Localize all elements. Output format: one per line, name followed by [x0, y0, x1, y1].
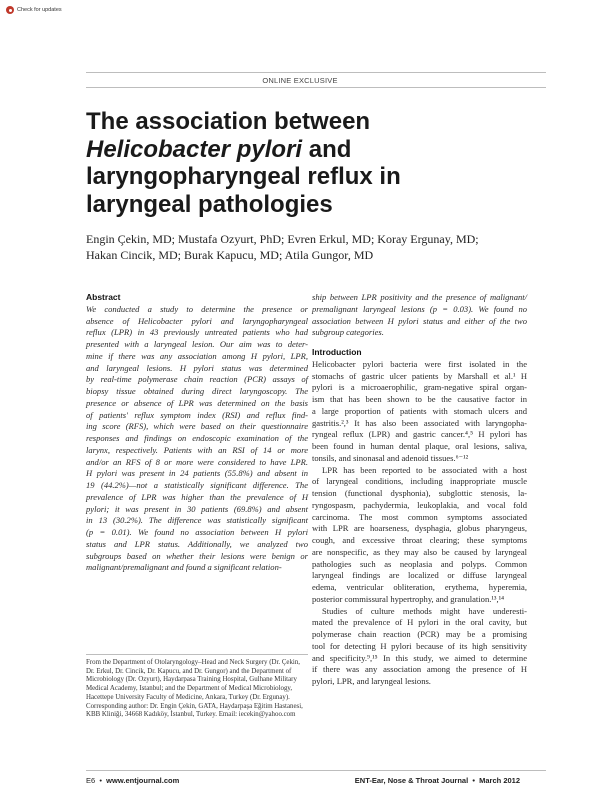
footer-bullet-2: • — [470, 776, 478, 785]
title-line-4: laryngeal pathologies — [86, 190, 333, 218]
intro-line: cough, and excessive throat clearing; these symptoms — [312, 535, 527, 545]
abstract-heading: Abstract — [86, 292, 121, 302]
abstract-line: and/or an RFS of 8 or more were considered to have LPR. — [86, 456, 308, 467]
intro-line: ism that has been shown to be the causative factor in — [312, 394, 527, 404]
intro-line: been found in human dental plaque, oral lesions, saliva, — [312, 441, 527, 451]
intro-line: are nonspecific, as they may also be caused by laryngeal — [312, 546, 527, 557]
intro-line: pylori is a microaerophilic, gram-negative spiral organ- — [312, 382, 527, 393]
intro-line: tool for detecting H pylori because of its high sensitivity — [312, 640, 527, 651]
abstract-line: mine if there was any association among H pylori, LPR, — [86, 350, 308, 361]
authors-line-2: Hakan Cincik, MD; Burak Kapucu, MD; Atila Gungor, MD — [86, 247, 374, 262]
intro-line: LPR has been reported to be associated with a host — [322, 464, 527, 475]
author-list — [86, 232, 546, 263]
abstract-line: presented with a laryngeal lesion. Our aim was to deter- — [86, 339, 308, 349]
abstract-line: larynx, respectively. Patients with an RSI of 14 or more — [86, 444, 308, 455]
crossmark-icon — [6, 6, 14, 14]
abstract-line: biopsy tissue obtained during direct laryngoscopy. The — [86, 386, 308, 396]
abstract-line: of patients' reflux symptom index (RSI) and reflux find- — [86, 409, 308, 420]
abstract-line: by real-time polymerase chain reaction (PCR) assays of — [86, 374, 308, 385]
badge-label: Check for updates — [17, 7, 62, 13]
top-rule — [86, 72, 546, 73]
journal-name: ENT-Ear, Nose & Throat Journal — [354, 776, 469, 785]
intro-line: polymerase chain reaction (PCR) may be a promising — [312, 629, 527, 639]
abstract-line: H pylori was present in 24 patients (55.8%) and absent in — [86, 468, 308, 479]
intro-line: Helicobacter pylori bacteria were first isolated in the — [312, 358, 527, 369]
intro-line: tonsils, and sinonasal and adenoid tissues.⁶⁻¹² — [312, 452, 469, 463]
abstract-continued — [312, 292, 527, 339]
intro-line: a large proportion of patients with stomach ulcers and — [312, 405, 527, 416]
footnote — [86, 659, 308, 720]
right-column — [312, 292, 527, 688]
authors-line-1: Engin Çekin, MD; Mustafa Ozyurt, PhD; Evren Erkul, MD; Koray Ergunay, MD; — [86, 232, 479, 246]
page-number: E6 — [86, 776, 96, 785]
crossmark-badge[interactable] — [6, 6, 62, 14]
abstract-line: and laryngeal lesions. H pylori status was determined — [86, 362, 308, 373]
intro-line: laryngeal findings are localized or diffuse laryngeal — [312, 570, 527, 581]
introduction-heading: Introduction — [312, 347, 362, 357]
title-line-2-italic: Helicobacter pylori — [86, 135, 303, 163]
left-column — [86, 292, 308, 574]
intro-line: ryngeal reflux (LPR) and gastric cancer.⁴,⁵ H pylori has — [312, 429, 527, 440]
intro-line: edema, ventricular obliteration, erythema, hyperemia, — [312, 582, 527, 592]
abstract-line: (p = 0.01). We found no association between H pylori — [86, 527, 308, 537]
abstract-line: reflux (LPR) in 43 previously untreated patients who had — [86, 327, 308, 338]
intro-line: carcinoma. The most common symptoms associated — [312, 511, 527, 522]
intro-line: and specificity.⁹,¹⁵ In this study, we aimed to determine — [312, 652, 527, 663]
intro-line: pylori, LPR, and laryngeal lesions. — [312, 676, 431, 686]
abstract-line: responses and findings on endoscopic examination of the — [86, 433, 308, 443]
issue-date: March 2012 — [479, 776, 520, 785]
journal-website[interactable]: www.entjournal.com — [106, 776, 180, 785]
abstract-line: subgroup categories. — [312, 327, 384, 338]
abstract-line: ing score (RFS), which were based on their questionnaire — [86, 421, 308, 432]
intro-line: with LPR are hoarseness, dysphagia, globus pharyngeus, — [312, 523, 527, 534]
footnote-rule — [86, 654, 308, 655]
abstract-line: ship between LPR positivity and the presence of malignant/ — [312, 292, 527, 302]
abstract-line: pylori; it was present in 30 patients (69.8%) and absent — [86, 503, 308, 514]
title-line-1: The association between — [86, 108, 371, 135]
section-rule — [86, 87, 546, 88]
intro-line: if there was any association among the presence of H — [312, 664, 527, 675]
intro-line: posterior commissural hypertrophy, and granulation.¹³,¹⁴ — [312, 593, 505, 604]
introduction-body — [312, 359, 527, 688]
abstract-line: premalignant laryngeal lesions (p = 0.03). We found no — [312, 303, 527, 314]
abstract-line: absence of Helicobacter pylori and laryngopharyngeal — [86, 315, 308, 326]
intro-line: of laryngeal conditions, including inappropriate muscle — [312, 476, 527, 487]
article-title — [86, 108, 546, 218]
intro-line: ryngospasm, pachydermia, leukoplakia, and vocal fold — [312, 499, 527, 510]
footnote-affiliation: From the Department of Otolaryngology–Head and Neck Surgery (Dr. Çekin, Dr. Erkul, Dr. Cincik, Dr. Kapucu, and Dr. Gungor) and the Department of Microbiology (Dr. Ozyurt), Haydarpasa Training Hospital, Gulhane Military Medical Academy, Istanbul; and the Department of Medical Microbiology, Hacettepe University Faculty of Medicine, Ankara, Turkey (Dr. Ergunay). — [86, 659, 301, 701]
abstract-line: 19 (44.2%)—not a statistically significant difference. The — [86, 480, 308, 490]
intro-line: tension (functional dysphonia), subglottic stenosis, la- — [312, 488, 527, 498]
intro-line: gastritis.²,³ It has also been associated with laryngopha- — [312, 417, 527, 428]
intro-line: mated the prevalence of H pylori in the oral cavity, but — [312, 617, 527, 628]
abstract-line: malignant/premalignant and found a significant relation- — [86, 562, 282, 573]
title-line-2-rest: and — [302, 135, 352, 163]
abstract-line: subgroups based on whether their lesions were benign or — [86, 550, 308, 561]
abstract-line: prevalence of LPR was higher than the prevalence of H — [86, 491, 308, 502]
abstract-line: association between H pylori status and either of the two — [312, 315, 527, 326]
abstract-body — [86, 304, 308, 574]
intro-line: Studies of culture methods might have underesti- — [322, 605, 527, 616]
abstract-line: We conducted a study to determine the presence or — [86, 303, 308, 314]
section-label: ONLINE EXCLUSIVE — [262, 76, 338, 85]
footer-bullet: • — [97, 776, 105, 785]
intro-line: stomachs of gastric ulcer patients by Marshall et al.¹ H — [312, 370, 527, 381]
abstract-line: in 13 (30.2%). The difference was statistically significant — [86, 515, 308, 526]
abstract-line: status and LPR status. Additionally, we analyzed two — [86, 538, 308, 549]
footnote-correspondence: Corresponding author: Dr. Engin Çekin, GATA, Haydarpaşa Eğitim Hastanesi, KBB Kliniği, 34668 Kadıköy, İstanbul, Turkey. Email: iecekin@yahoo.com — [86, 702, 303, 719]
abstract-line: presence or absence of LPR was determined on the basis — [86, 397, 308, 408]
title-line-3: laryngopharyngeal reflux in — [86, 163, 401, 190]
footer-rule — [86, 770, 546, 771]
intro-line: pathologies such as neoplasia and polyps. Common — [312, 558, 527, 569]
